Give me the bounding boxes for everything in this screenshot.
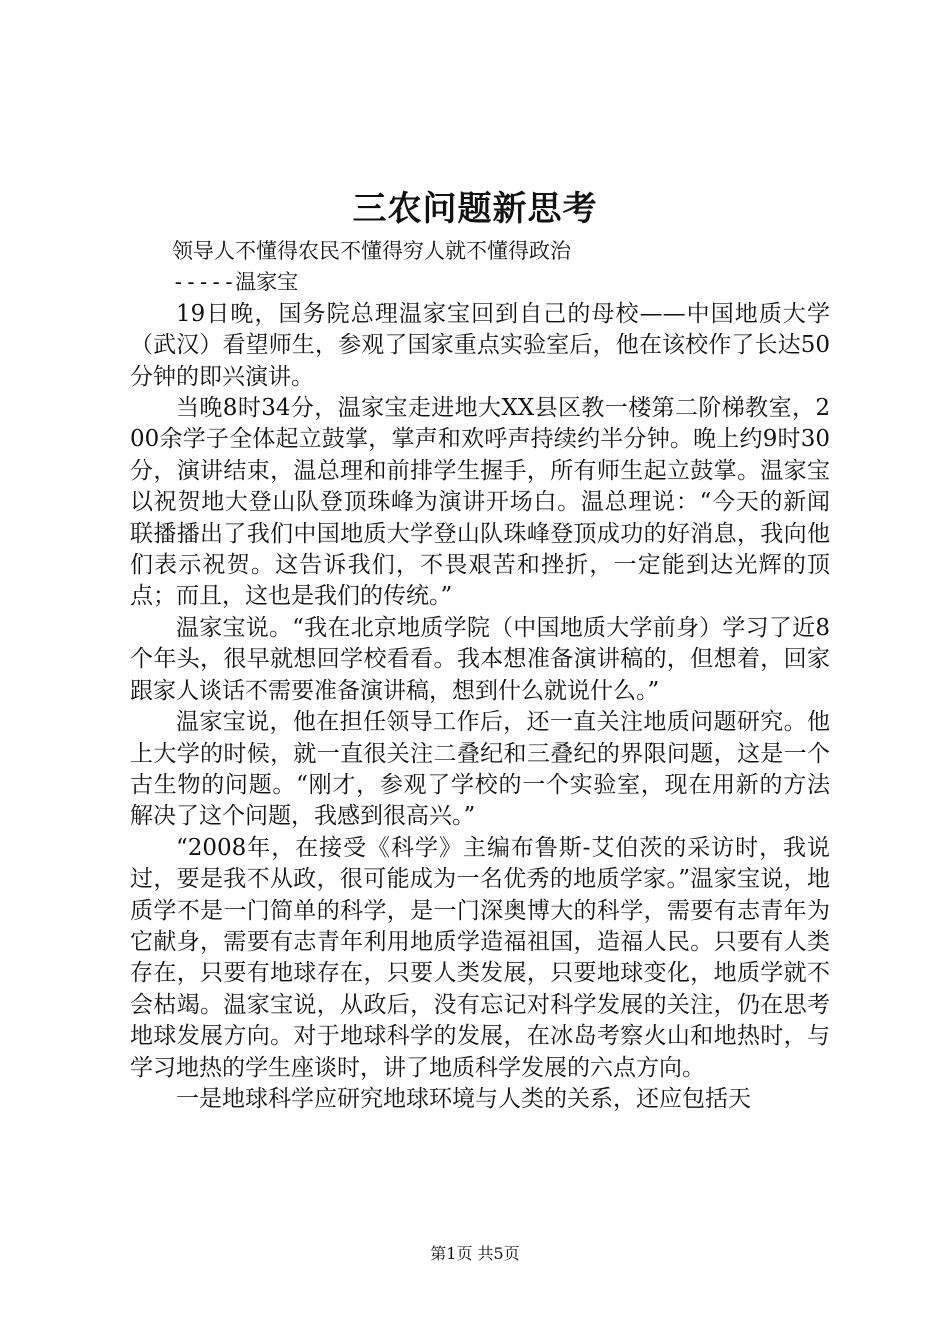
paragraph: 19日晚，国务院总理温家宝回到自己的母校——中国地质大学（武汉）看望师生，参观了国家重点实验室后，他在该校作了长达50分钟的即兴演讲。 [130,300,830,390]
paragraph: 当晚8时34分，温家宝走进地大XX县区教一楼第二阶梯教室，200余学子全体起立鼓掌，掌声和欢呼声持续约半分钟。晚上约9时30分，演讲结束，温总理和前排学生握手，所有师生起立鼓掌。温家宝以祝贺地大登山队登顶珠峰为演讲开场白。温总理说：“今天的新闻联播播出了我们中国地质大学登山队珠峰登顶成功的好消息，我向他们表示祝贺。这告诉我们，不畏艰苦和挫折，一定能到达光辉的顶点；而且，这也是我们的传统。” [130,395,830,610]
epigraph-attribution: -----温家宝 [172,270,299,295]
paragraph: 温家宝说，他在担任领导工作后，还一直关注地质问题研究。他上大学的时候，就一直很关注二叠纪和三叠纪的界限问题，这是一个古生物的问题。“刚才，参观了学校的一个实验室，现在用新的方法解决了这个问题，我感到很高兴。” [130,709,830,830]
paragraph: 温家宝说。“我在北京地质学院（中国地质大学前身）学习了近8个年头，很早就想回学校看看。我本想准备演讲稿的，但想着，回家跟家人谈话不需要准备演讲稿，想到什么就说什么。” [130,614,830,704]
document-title: 三农问题新思考 [352,189,598,229]
page-number-footer: 第1页 共5页 [430,1244,520,1263]
epigraph-quote: 领导人不懂得农民不懂得穷人就不懂得政治 [172,239,571,263]
document-body [130,236,830,1115]
paragraph: 一是地球科学应研究地球环境与人类的关系，还应包括天 [176,1085,751,1112]
paragraph: “2008年，在接受《科学》主编布鲁斯-艾伯茨的采访时，我说过，要是我不从政，很可能成为一名优秀的地质学家。”温家宝说，地质学不是一门简单的科学，是一门深奥博大的科学，需要有志青年为它献身，需要有志青年利用地质学造福祖国，造福人民。只要有人类存在，只要有地球存在，只要人类发展，只要地球变化，地质学就不会枯竭。温家宝说，从政后，没有忘记对科学发展的关注，仍在思考地球发展方向。对于地球科学的发展，在冰岛考察火山和地热时，与学习地热的学生座谈时，讲了地质科学发展的六点方向。 [130,834,830,1081]
